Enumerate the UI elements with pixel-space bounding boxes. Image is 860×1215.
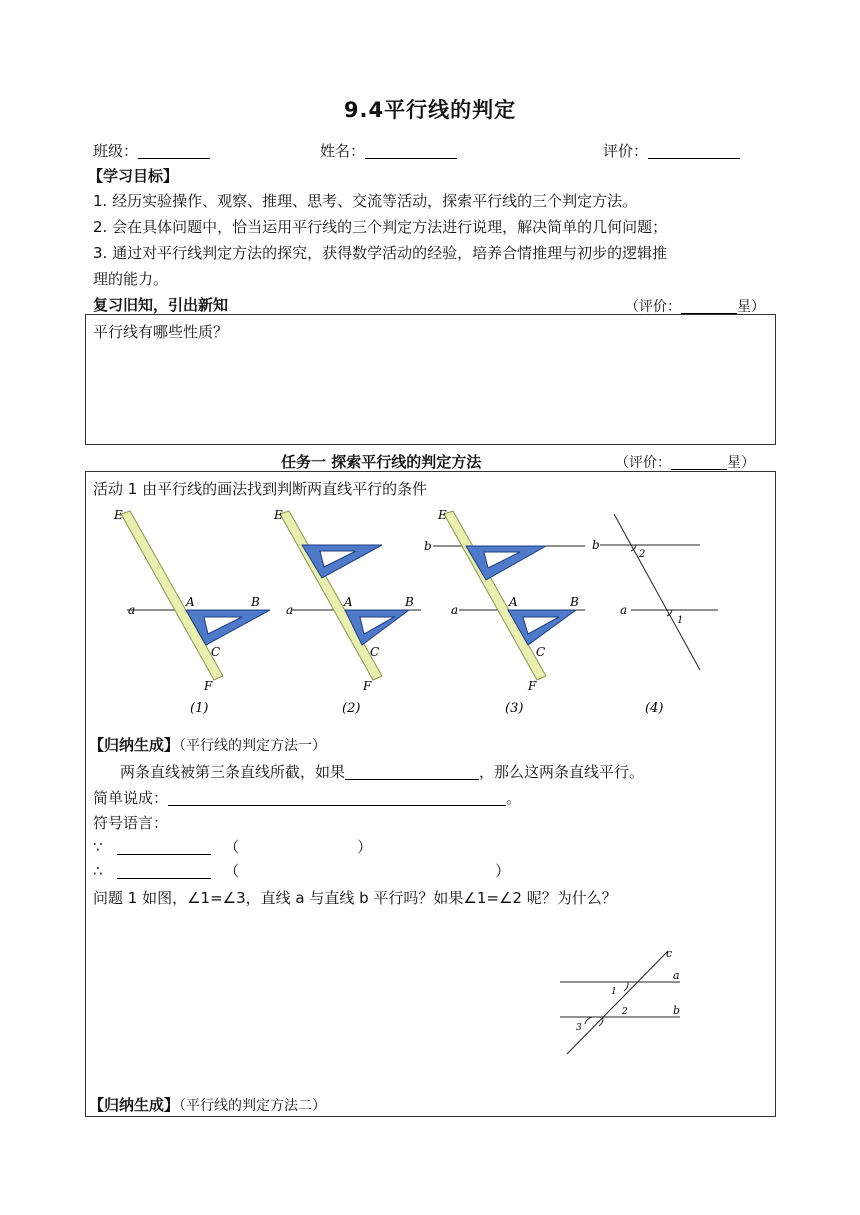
label-F: F — [204, 679, 213, 693]
paren-close: ） — [495, 862, 511, 880]
task1-eval-prefix: （评价： — [615, 455, 671, 471]
label-c: c — [666, 947, 673, 960]
label-A: A — [186, 595, 195, 609]
therefore-blank[interactable] — [117, 862, 211, 879]
angle-2-label: 2 — [639, 549, 646, 560]
short-label: 简单说成： — [93, 789, 169, 807]
short-end: 。 — [506, 789, 522, 807]
name-field — [320, 140, 457, 161]
symbol-label: 符号语言： — [93, 814, 169, 832]
caption-4: (4) — [645, 701, 664, 716]
review-eval-blank[interactable] — [681, 299, 737, 314]
label-a: a — [673, 969, 680, 982]
because-line — [93, 836, 372, 857]
name-label: 姓名： — [320, 142, 366, 160]
label-a: a — [451, 603, 459, 617]
review-eval-suffix: 星） — [737, 299, 765, 315]
label-E: E — [274, 508, 283, 522]
objective-item: 理的能力。 — [93, 270, 169, 288]
therefore-line — [93, 860, 510, 881]
short-blank[interactable] — [168, 789, 506, 806]
name-blank[interactable] — [365, 142, 457, 159]
summary1-sub: （平行线的判定方法一） — [179, 738, 327, 754]
problem-1: 问题 1 如图，∠1=∠3，直线 a 与直线 b 平行吗？如果∠1=∠2 呢？为什么？ — [93, 889, 617, 907]
short-form — [93, 787, 521, 808]
page-title: 9.4平行线的判定 — [343, 98, 517, 122]
summary1-title — [89, 734, 326, 755]
figure-2 — [273, 508, 421, 716]
parallel-construction-figures — [100, 500, 740, 725]
label-F: F — [528, 679, 537, 693]
caption-3: (3) — [505, 701, 524, 716]
label-F: F — [363, 679, 372, 693]
caption-1: (1) — [190, 701, 209, 716]
paren-open: （ — [224, 862, 240, 880]
summary2-heading: 【归纳生成】 — [89, 1096, 180, 1114]
objective-item: 3. 通过对平行线判定方法的探究，获得数学活动的经验，培养合情推理与初步的逻辑推 — [93, 244, 668, 262]
because-blank[interactable] — [117, 838, 211, 855]
task1-heading: 任务一 探索平行线的判定方法 — [281, 453, 482, 471]
figure-1 — [113, 508, 270, 716]
eval-label: 评价： — [603, 142, 649, 160]
label-b: b — [424, 539, 432, 553]
angle-1-label: 1 — [677, 615, 684, 626]
problem1-figure — [555, 945, 695, 1060]
objective-item: 1. 经历实验操作、观察、推理、思考、交流等活动，探索平行线的三个判定方法。 — [93, 192, 638, 210]
condition-blank[interactable] — [345, 763, 479, 780]
label-B: B — [570, 595, 579, 609]
label-a: a — [620, 603, 628, 617]
review-question: 平行线有哪些性质？ — [93, 323, 229, 341]
summary2-title — [89, 1094, 326, 1115]
angle-3-label: 3 — [576, 1023, 582, 1033]
label-E: E — [114, 508, 123, 522]
label-a: a — [128, 603, 136, 617]
paren-close: ） — [357, 838, 373, 856]
caption-2: (2) — [342, 701, 361, 716]
eval-blank[interactable] — [648, 142, 740, 159]
label-B: B — [251, 595, 260, 609]
class-label: 班级： — [93, 142, 139, 160]
task1-eval-blank[interactable] — [671, 455, 727, 470]
review-eval-prefix: （评价： — [625, 299, 681, 315]
review-box — [85, 314, 776, 445]
label-C: C — [211, 645, 221, 659]
objective-item: 2. 会在具体问题中，恰当运用平行线的三个判定方法进行说理，解决简单的几何问题； — [93, 218, 668, 236]
label-b: b — [592, 538, 600, 552]
because-symbol: ∵ — [93, 838, 103, 856]
angle-2-label: 2 — [622, 1007, 628, 1017]
label-E: E — [438, 508, 447, 522]
review-heading: 复习旧知，引出新知 — [93, 296, 229, 314]
figure-4 — [592, 514, 718, 716]
summary2-sub: （平行线的判定方法二） — [179, 1098, 327, 1114]
label-C: C — [370, 645, 380, 659]
label-B: B — [405, 595, 414, 609]
objectives-heading: 【学习目标】 — [88, 167, 179, 185]
summary1-heading: 【归纳生成】 — [89, 736, 180, 754]
summary1-sentence — [120, 761, 644, 782]
activity-title: 活动 1 由平行线的画法找到判断两直线平行的条件 — [93, 480, 428, 498]
paren-open: （ — [224, 838, 240, 856]
sentence-before: 两条直线被第三条直线所截，如果 — [120, 763, 346, 781]
eval-field — [603, 140, 740, 161]
label-a: a — [286, 603, 294, 617]
label-C: C — [536, 645, 546, 659]
label-b: b — [673, 1004, 681, 1017]
label-A: A — [344, 595, 353, 609]
task1-eval — [615, 452, 755, 472]
therefore-symbol: ∴ — [93, 862, 103, 880]
class-field — [93, 140, 210, 161]
sentence-after: ，那么这两条直线平行。 — [479, 763, 645, 781]
task1-eval-suffix: 星） — [727, 455, 755, 471]
review-eval — [625, 296, 765, 316]
label-A: A — [509, 595, 518, 609]
angle-1-label: 1 — [611, 987, 617, 997]
figure-3 — [424, 508, 585, 716]
class-blank[interactable] — [138, 142, 210, 159]
